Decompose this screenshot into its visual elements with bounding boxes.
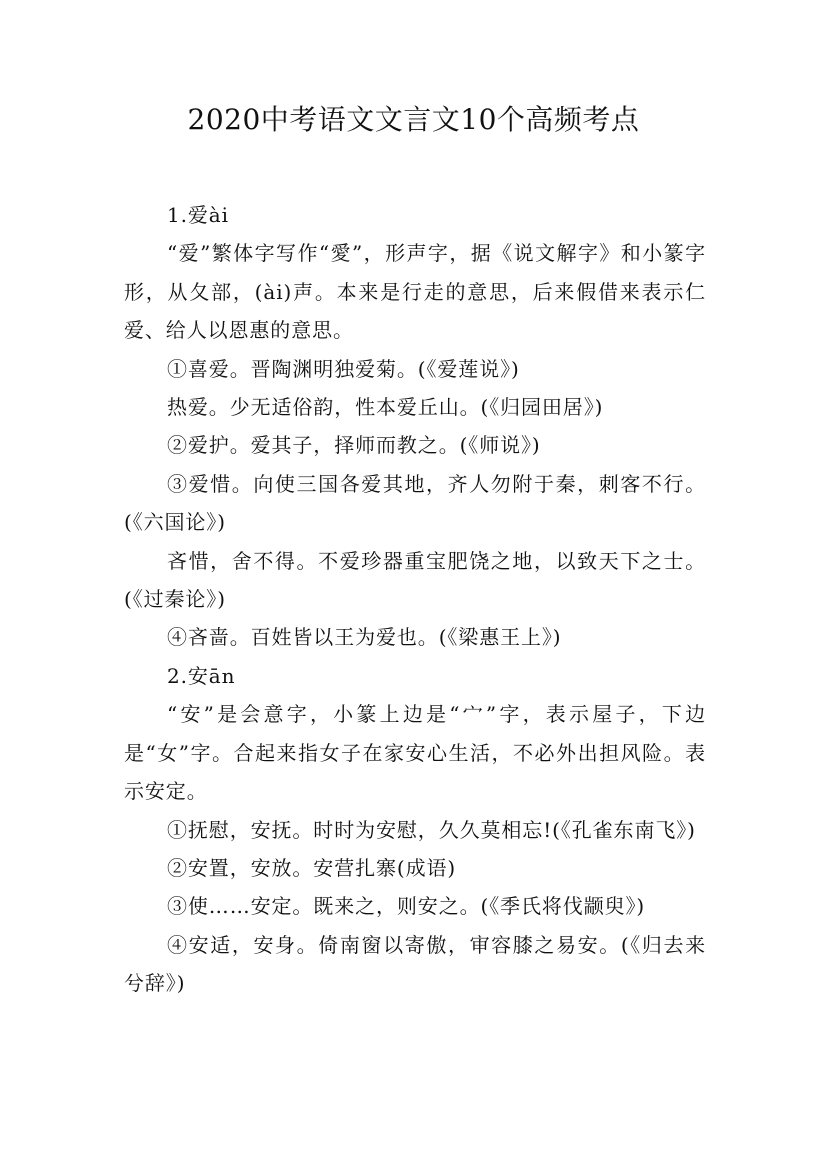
heading-ai: 1.爱ài	[167, 203, 229, 227]
paragraph-ai-sense-1: ①喜爱。晋陶渊明独爱菊。(《爱莲说》)	[167, 356, 520, 381]
document-title: 2020中考语文文言文10个高频考点	[187, 103, 640, 136]
document-body	[124, 196, 706, 1003]
paragraph-ai-sense-1b: 热爱。少无适俗韵，性本爱丘山。(《归园田居》)	[167, 395, 604, 420]
paragraph-ai-intro: “爱”繁体字写作“愛”，形声字，据《说文解字》和小篆字形，从夂部，(ài)声。本来是行走的意思，后来假借来表示仁爱、给人以恩惠的意思。	[124, 241, 706, 343]
paragraph-ai-sense-3b: 吝惜，舍不得。不爱珍器重宝肥饶之地，以致天下之士。(《过秦论》)	[124, 548, 706, 612]
paragraph-an-sense-3: ③使……安定。既来之，则安之。(《季氏将伐颛臾》)	[167, 894, 646, 919]
heading-an: 2.安ān	[167, 663, 236, 688]
paragraph-ai-sense-4: ④吝啬。百姓皆以王为爱也。(《梁惠王上》)	[167, 625, 562, 650]
paragraph-an-sense-1: ①抚慰，安抚。时时为安慰，久久莫相忘!(《孔雀东南飞》)	[167, 817, 696, 842]
paragraph-ai-sense-2: ②爱护。爱其子，择师而教之。(《师说》)	[167, 433, 541, 458]
paragraph-ai-sense-3: ③爱惜。向使三国各爱其地，齐人勿附于秦，刺客不行。(《六国论》)	[124, 471, 706, 535]
paragraph-an-intro: “安”是会意字，小篆上边是“宀”字，表示屋子，下边是“女”字。合起来指女子在家安心生活，不必外出担风险。表示安定。	[124, 702, 706, 804]
paragraph-an-sense-4: ④安适，安身。倚南窗以寄傲，审容膝之易安。(《归去来兮辞》)	[124, 932, 706, 996]
paragraph-an-sense-2: ②安置，安放。安营扎寨(成语)	[167, 855, 457, 880]
